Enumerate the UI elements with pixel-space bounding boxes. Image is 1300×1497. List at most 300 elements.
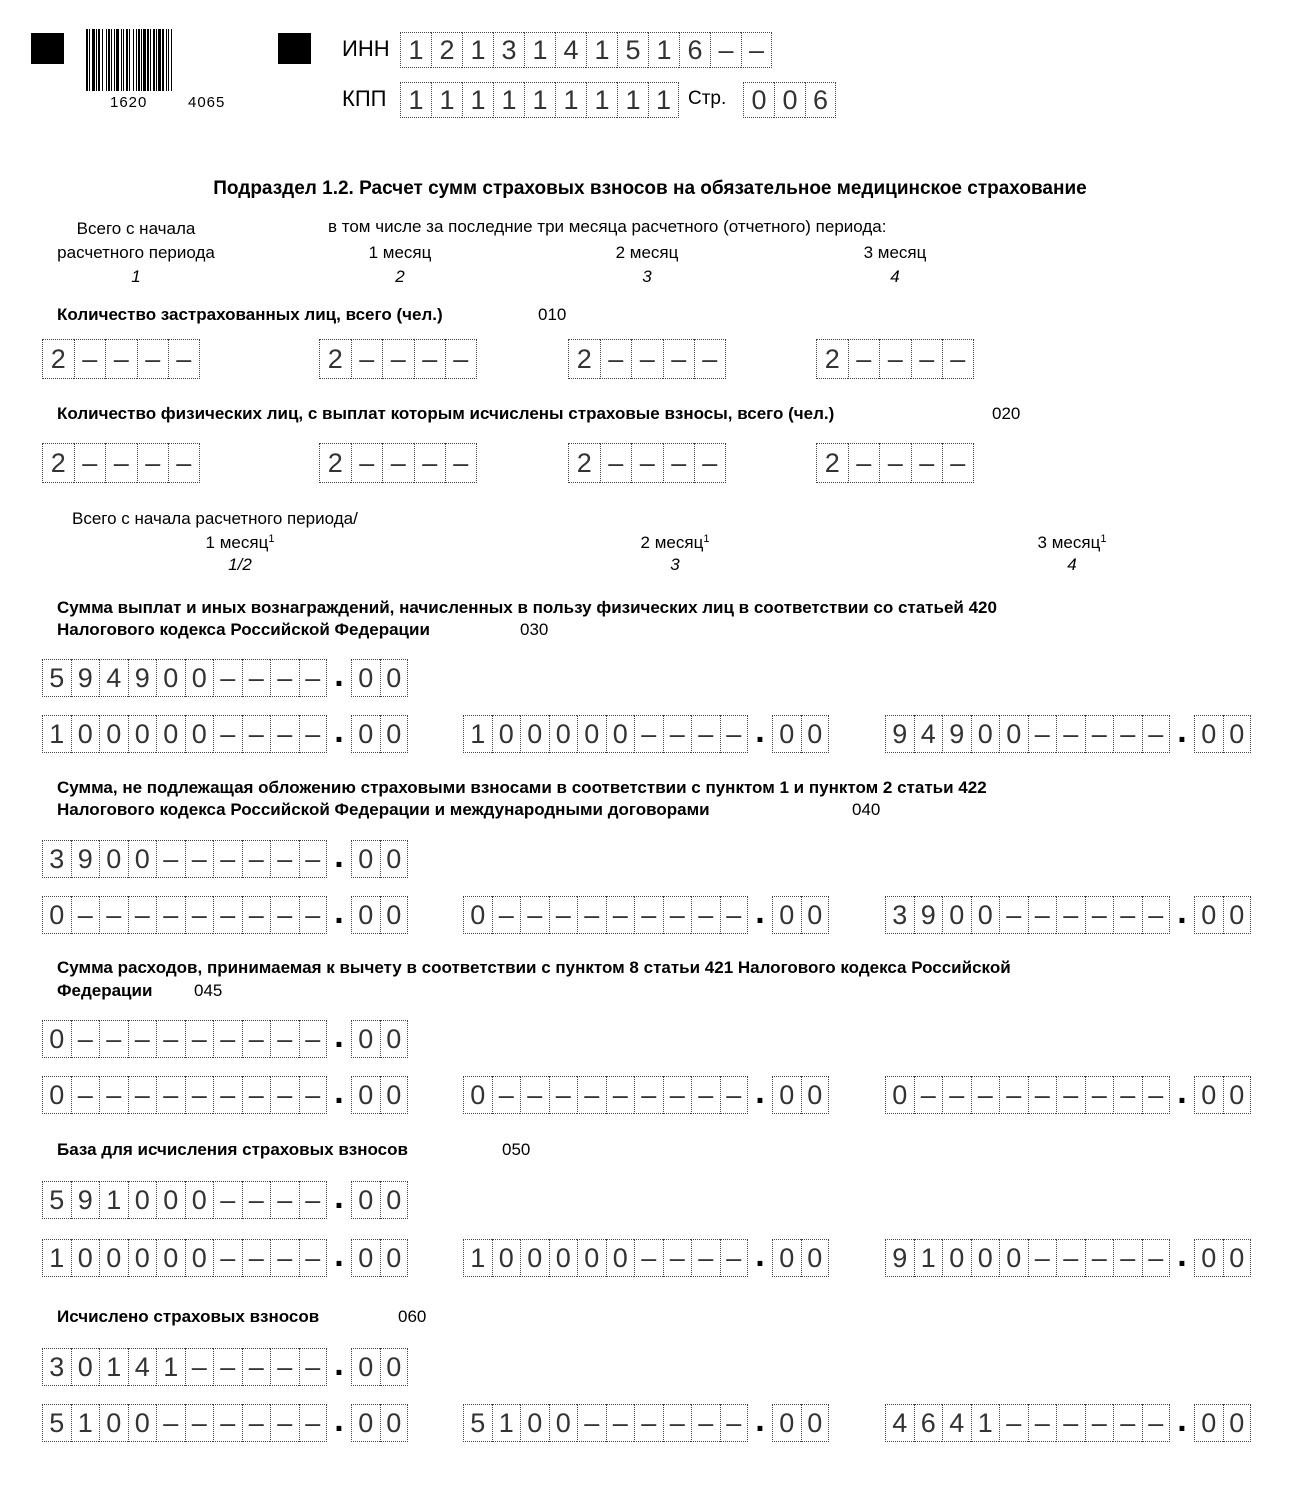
int-cell: – — [242, 1076, 271, 1114]
int-cell: 4 — [942, 1404, 971, 1442]
int-cell: 0 — [971, 1239, 1000, 1277]
int-cell: – — [577, 1404, 606, 1442]
decimal-separator: . — [1177, 1236, 1187, 1274]
row-040-month1[interactable] — [42, 893, 408, 934]
int-cell: – — [242, 840, 271, 878]
barcode-bar — [150, 29, 151, 91]
int-cell: 0 — [42, 1020, 71, 1058]
char-cell: – — [351, 443, 383, 483]
int-cell: – — [270, 840, 299, 878]
int-cell: – — [213, 715, 242, 753]
row-020-total[interactable] — [42, 443, 200, 483]
dec-cell: 0 — [351, 840, 380, 878]
dec-cell: 0 — [380, 1239, 409, 1277]
row-020-month2[interactable] — [568, 443, 726, 483]
row-020-code: 020 — [992, 404, 1021, 423]
dec-cell: 0 — [1223, 896, 1252, 934]
int-cell: – — [634, 1239, 663, 1277]
int-cell: – — [971, 1076, 1000, 1114]
dec-cell: 0 — [351, 1404, 380, 1442]
char-cell: – — [942, 443, 974, 483]
int-cell: – — [299, 715, 328, 753]
int-cell: – — [1028, 1239, 1057, 1277]
int-cell: – — [691, 1239, 720, 1277]
row-060-month2[interactable] — [463, 1401, 829, 1442]
int-cell: 1 — [42, 715, 71, 753]
int-cell: 4 — [914, 715, 943, 753]
int-cell: – — [1056, 1239, 1085, 1277]
char-cell: 2 — [816, 339, 848, 379]
col-m1-label: 1 месяц — [368, 243, 432, 262]
char-cell: – — [351, 339, 383, 379]
char-cell: – — [168, 443, 200, 483]
char-cell: 1 — [648, 32, 679, 68]
row-030-month1[interactable] — [42, 712, 408, 753]
int-cell: – — [999, 1076, 1028, 1114]
int-cell: 0 — [577, 1239, 606, 1277]
char-cell: – — [168, 339, 200, 379]
barcode-bar — [106, 29, 107, 91]
int-cell: 0 — [606, 1239, 635, 1277]
int-cell: – — [99, 1020, 128, 1058]
corner-marker-right — [278, 33, 311, 64]
int-cell: – — [549, 896, 578, 934]
dec-cell: 0 — [772, 1076, 801, 1114]
int-cell: 9 — [914, 896, 943, 934]
char-cell: 1 — [462, 82, 493, 118]
int-cell: 0 — [71, 715, 100, 753]
barcode-bar — [129, 29, 130, 91]
dec-cell: 0 — [380, 1181, 409, 1219]
int-cell: – — [299, 840, 328, 878]
row-040-label-line1: Сумма, не подлежащая обложению страховыми взносами в соответствии с пунктом 1 и пунктом 2 статьи 422 — [57, 778, 987, 797]
row-030-month2[interactable] — [463, 712, 829, 753]
barcode-bar — [166, 29, 167, 91]
barcode-bar — [156, 29, 157, 91]
dec-cell: 0 — [1223, 715, 1252, 753]
decimal-separator: . — [755, 1236, 765, 1274]
int-cell: – — [156, 840, 185, 878]
int-cell: – — [1028, 715, 1057, 753]
row-045-month3[interactable] — [885, 1073, 1251, 1114]
char-cell: 1 — [400, 82, 431, 118]
int-cell: – — [663, 1076, 692, 1114]
char-cell: 2 — [42, 339, 74, 379]
int-cell: – — [914, 1076, 943, 1114]
int-cell: – — [492, 1076, 521, 1114]
char-cell: – — [74, 443, 106, 483]
int-cell: – — [270, 1239, 299, 1277]
int-cell: 9 — [71, 659, 100, 697]
row-010-code: 010 — [538, 305, 567, 324]
dec-cell: 0 — [351, 896, 380, 934]
int-cell: – — [634, 715, 663, 753]
int-cell: – — [1028, 1404, 1057, 1442]
int-cell: 0 — [156, 1239, 185, 1277]
int-cell: – — [185, 896, 214, 934]
int-cell: 0 — [185, 659, 214, 697]
int-cell: 1 — [971, 1404, 1000, 1442]
barcode-bar — [96, 29, 97, 91]
int-cell: – — [242, 1348, 271, 1386]
row-040-month3[interactable] — [885, 893, 1251, 934]
col-total-header — [36, 217, 236, 289]
int-cell: 0 — [99, 1239, 128, 1277]
row-050-label: База для исчисления страховых взносов — [57, 1140, 408, 1159]
char-cell: – — [445, 443, 477, 483]
int-cell: – — [299, 1239, 328, 1277]
char-cell: 2 — [568, 443, 600, 483]
dec-cell: 0 — [380, 715, 409, 753]
int-cell: 1 — [156, 1348, 185, 1386]
int-cell: 1 — [463, 715, 492, 753]
int-cell: 3 — [885, 896, 914, 934]
row-030-label-line2: Налогового кодекса Российской Федерации — [57, 620, 430, 639]
col-m2-num: 3 — [642, 267, 652, 286]
col2-total-header: Всего с начала расчетного периода/ — [72, 509, 358, 528]
row-040-code: 040 — [852, 800, 881, 819]
int-cell: 0 — [99, 840, 128, 878]
dec-cell: 0 — [380, 896, 409, 934]
row-010-month3[interactable] — [816, 339, 974, 379]
int-cell: – — [663, 715, 692, 753]
months-caption: в том числе за последние три месяца расчетного (отчетного) периода: — [328, 217, 887, 236]
decimal-separator: . — [334, 1178, 344, 1216]
dec-cell: 0 — [772, 1404, 801, 1442]
int-cell: – — [720, 1076, 749, 1114]
int-cell: 0 — [71, 1348, 100, 1386]
int-cell: – — [213, 659, 242, 697]
col-total-line1: Всего с начала — [76, 219, 196, 238]
int-cell: 0 — [520, 1404, 549, 1442]
char-cell: 1 — [431, 82, 462, 118]
barcode-bar — [153, 29, 155, 91]
row-020-month3[interactable] — [816, 443, 974, 483]
int-cell: – — [128, 1020, 157, 1058]
int-cell: – — [691, 1076, 720, 1114]
int-cell: – — [299, 1348, 328, 1386]
char-cell: – — [911, 339, 943, 379]
int-cell: – — [492, 896, 521, 934]
int-cell: 4 — [99, 659, 128, 697]
int-cell: 0 — [885, 1076, 914, 1114]
int-cell: 0 — [463, 896, 492, 934]
col-m1-num: 2 — [395, 267, 405, 286]
int-cell: – — [606, 1404, 635, 1442]
char-cell: – — [710, 32, 741, 68]
char-cell: 4 — [555, 32, 586, 68]
dec-cell: 0 — [351, 1076, 380, 1114]
int-cell: – — [213, 1404, 242, 1442]
char-cell: – — [137, 339, 169, 379]
char-cell: 6 — [679, 32, 710, 68]
barcode-bar — [92, 29, 95, 91]
row-045-code: 045 — [194, 981, 223, 1000]
int-cell: – — [270, 1076, 299, 1114]
col2-m2-footnote: 1 — [703, 533, 710, 545]
int-cell: 0 — [128, 715, 157, 753]
dec-cell: 0 — [351, 715, 380, 753]
int-cell: – — [156, 1076, 185, 1114]
int-cell: – — [270, 1020, 299, 1058]
decimal-separator: . — [755, 712, 765, 750]
section-title: Подраздел 1.2. Расчет сумм страховых взносов на обязательное медицинское страхование — [213, 178, 1087, 199]
decimal-separator: . — [334, 1345, 344, 1383]
char-cell: 1 — [400, 32, 431, 68]
int-cell: 0 — [520, 715, 549, 753]
char-cell: – — [741, 32, 772, 68]
int-cell: 0 — [549, 1404, 578, 1442]
int-cell: 0 — [99, 1404, 128, 1442]
char-cell: – — [631, 339, 663, 379]
int-cell: – — [185, 1020, 214, 1058]
char-cell: 1 — [586, 82, 617, 118]
int-cell: – — [663, 1239, 692, 1277]
barcode-bar — [162, 29, 164, 91]
int-cell: 6 — [914, 1404, 943, 1442]
decimal-separator: . — [755, 1401, 765, 1439]
int-cell: 9 — [128, 659, 157, 697]
int-cell: – — [520, 896, 549, 934]
int-cell: – — [71, 1076, 100, 1114]
row-050-month2[interactable] — [463, 1236, 829, 1277]
int-cell: – — [299, 659, 328, 697]
int-cell: 0 — [549, 1239, 578, 1277]
row-060-month3[interactable] — [885, 1401, 1251, 1442]
char-cell: 0 — [774, 82, 805, 118]
int-cell: 1 — [99, 1348, 128, 1386]
row-050-month1[interactable] — [42, 1236, 408, 1277]
barcode-bar — [98, 29, 100, 91]
dec-cell: 0 — [351, 1348, 380, 1386]
int-cell: – — [128, 1076, 157, 1114]
char-cell: 0 — [743, 82, 774, 118]
int-cell: 1 — [463, 1239, 492, 1277]
col2-m3-num: 4 — [1067, 555, 1077, 574]
int-cell: – — [270, 659, 299, 697]
int-cell: – — [1085, 715, 1114, 753]
char-cell: – — [105, 443, 137, 483]
dec-cell: 0 — [351, 1020, 380, 1058]
int-cell: 0 — [999, 1239, 1028, 1277]
dec-cell: 0 — [801, 1404, 830, 1442]
char-cell: 2 — [319, 443, 351, 483]
barcode-bar — [133, 29, 134, 91]
decimal-separator: . — [334, 1073, 344, 1111]
int-cell: 9 — [885, 1239, 914, 1277]
dec-cell: 0 — [801, 1239, 830, 1277]
int-cell: 5 — [42, 1404, 71, 1442]
int-cell: – — [1113, 1239, 1142, 1277]
row-050-total[interactable] — [42, 1178, 408, 1219]
dec-cell: 0 — [380, 1020, 409, 1058]
int-cell: 0 — [942, 896, 971, 934]
dec-cell: 0 — [1194, 715, 1223, 753]
dec-cell: 0 — [1194, 1076, 1223, 1114]
char-cell: – — [105, 339, 137, 379]
int-cell: – — [270, 1348, 299, 1386]
char-cell: 1 — [462, 32, 493, 68]
int-cell: – — [577, 1076, 606, 1114]
int-cell: – — [185, 1404, 214, 1442]
int-cell: – — [242, 1239, 271, 1277]
int-cell: – — [270, 1181, 299, 1219]
dec-cell: 0 — [801, 896, 830, 934]
kpp-field[interactable] — [400, 82, 679, 118]
int-cell: 0 — [128, 1404, 157, 1442]
int-cell: 9 — [71, 840, 100, 878]
int-cell: 9 — [885, 715, 914, 753]
row-010-month2[interactable] — [568, 339, 726, 379]
inn-field[interactable] — [400, 32, 772, 68]
int-cell: – — [1113, 896, 1142, 934]
char-cell: – — [694, 339, 726, 379]
dec-cell: 0 — [1223, 1076, 1252, 1114]
barcode-bar — [126, 29, 128, 91]
char-cell: 5 — [617, 32, 648, 68]
dec-cell: 0 — [380, 1348, 409, 1386]
int-cell: – — [1113, 1076, 1142, 1114]
barcode-bar — [143, 29, 146, 91]
row-040-month2[interactable] — [463, 893, 829, 934]
col2-m1-header — [170, 532, 310, 576]
int-cell: – — [549, 1076, 578, 1114]
col-m3-label: 3 месяц — [863, 243, 927, 262]
kpp-label: КПП — [342, 86, 387, 111]
decimal-separator: . — [334, 837, 344, 875]
char-cell: 2 — [816, 443, 848, 483]
barcode — [84, 29, 254, 99]
int-cell: – — [270, 715, 299, 753]
row-045-month2[interactable] — [463, 1073, 829, 1114]
int-cell: – — [1056, 1076, 1085, 1114]
int-cell: – — [606, 896, 635, 934]
decimal-separator: . — [334, 656, 344, 694]
col2-m1-label — [170, 532, 310, 554]
char-cell: – — [848, 339, 880, 379]
char-cell: 1 — [524, 32, 555, 68]
col-total-num: 1 — [131, 267, 141, 286]
row-045-month1[interactable] — [42, 1073, 408, 1114]
row-060-total[interactable] — [42, 1345, 408, 1386]
row-045-total[interactable] — [42, 1017, 408, 1058]
dec-cell: 0 — [1223, 1239, 1252, 1277]
barcode-bar — [123, 29, 124, 91]
dec-cell: 0 — [1194, 1239, 1223, 1277]
int-cell: – — [213, 1076, 242, 1114]
int-cell: – — [942, 1076, 971, 1114]
row-020-month1[interactable] — [319, 443, 477, 483]
dec-cell: 0 — [1194, 1404, 1223, 1442]
char-cell: – — [631, 443, 663, 483]
int-cell: 0 — [99, 715, 128, 753]
row-045-label-line1: Сумма расходов, принимаемая к вычету в соответствии с пунктом 8 статьи 421 Налогового кодекса Российской — [57, 958, 1011, 977]
row-010-month1[interactable] — [319, 339, 477, 379]
row-040-label-line2: Налогового кодекса Российской Федерации и международными договорами — [57, 800, 710, 819]
int-cell: – — [577, 896, 606, 934]
int-cell: – — [1113, 715, 1142, 753]
int-cell: – — [242, 659, 271, 697]
barcode-bar — [89, 29, 90, 91]
int-cell: 5 — [463, 1404, 492, 1442]
int-cell: – — [213, 1020, 242, 1058]
int-cell: 0 — [520, 1239, 549, 1277]
row-045-label-line2: Федерации — [57, 981, 153, 1000]
int-cell: – — [1142, 1404, 1171, 1442]
row-020-label: Количество физических лиц, с выплат которым исчислены страховые взносы, всего (чел.) — [57, 404, 835, 423]
int-cell: 1 — [71, 1404, 100, 1442]
char-cell: 1 — [524, 82, 555, 118]
dec-cell: 0 — [351, 659, 380, 697]
int-cell: 0 — [606, 715, 635, 753]
row-040-total[interactable] — [42, 837, 408, 878]
row-010-total[interactable] — [42, 339, 200, 379]
int-cell: 0 — [128, 1239, 157, 1277]
int-cell: 3 — [42, 1348, 71, 1386]
int-cell: 0 — [577, 715, 606, 753]
row-050-month3[interactable] — [885, 1236, 1251, 1277]
int-cell: – — [213, 1348, 242, 1386]
int-cell: – — [1085, 1076, 1114, 1114]
corner-marker-left — [31, 33, 64, 64]
row-060-month1[interactable] — [42, 1401, 408, 1442]
char-cell: – — [879, 339, 911, 379]
char-cell: – — [445, 339, 477, 379]
int-cell: – — [720, 715, 749, 753]
int-cell: 1 — [99, 1181, 128, 1219]
barcode-bar — [102, 29, 103, 91]
char-cell: – — [663, 443, 695, 483]
int-cell: 0 — [971, 715, 1000, 753]
int-cell: 0 — [156, 1181, 185, 1219]
row-030-month3[interactable] — [885, 712, 1251, 753]
int-cell: 0 — [185, 1239, 214, 1277]
int-cell: 4 — [128, 1348, 157, 1386]
int-cell: – — [1142, 1076, 1171, 1114]
col2-m3-footnote: 1 — [1100, 533, 1107, 545]
int-cell: 0 — [42, 896, 71, 934]
row-030-label-line1: Сумма выплат и иных вознаграждений, начисленных в пользу физических лиц в соответствии со статьей 420 — [57, 598, 997, 617]
barcode-bar — [138, 29, 140, 91]
int-cell: – — [1028, 1076, 1057, 1114]
int-cell: – — [1056, 896, 1085, 934]
char-cell: – — [879, 443, 911, 483]
int-cell: – — [242, 1181, 271, 1219]
int-cell: – — [634, 1404, 663, 1442]
char-cell: 1 — [493, 82, 524, 118]
char-cell: 2 — [431, 32, 462, 68]
int-cell: – — [299, 1181, 328, 1219]
char-cell: – — [911, 443, 943, 483]
dec-cell: 0 — [380, 840, 409, 878]
char-cell: 2 — [568, 339, 600, 379]
int-cell: – — [1085, 1404, 1114, 1442]
col-m3-header — [835, 241, 955, 289]
barcode-bar — [114, 29, 115, 91]
char-cell: 3 — [493, 32, 524, 68]
barcode-number-right: 4065 — [188, 94, 226, 111]
dec-cell: 0 — [801, 1076, 830, 1114]
dec-cell: 0 — [380, 1076, 409, 1114]
int-cell: 0 — [156, 659, 185, 697]
int-cell: 3 — [42, 840, 71, 878]
page-label: Стр. — [688, 88, 727, 109]
page-number-field[interactable] — [743, 82, 836, 118]
int-cell: – — [1085, 896, 1114, 934]
col2-m3-header — [1002, 532, 1142, 576]
col2-m2-num: 3 — [670, 555, 680, 574]
row-030-total[interactable] — [42, 656, 408, 697]
